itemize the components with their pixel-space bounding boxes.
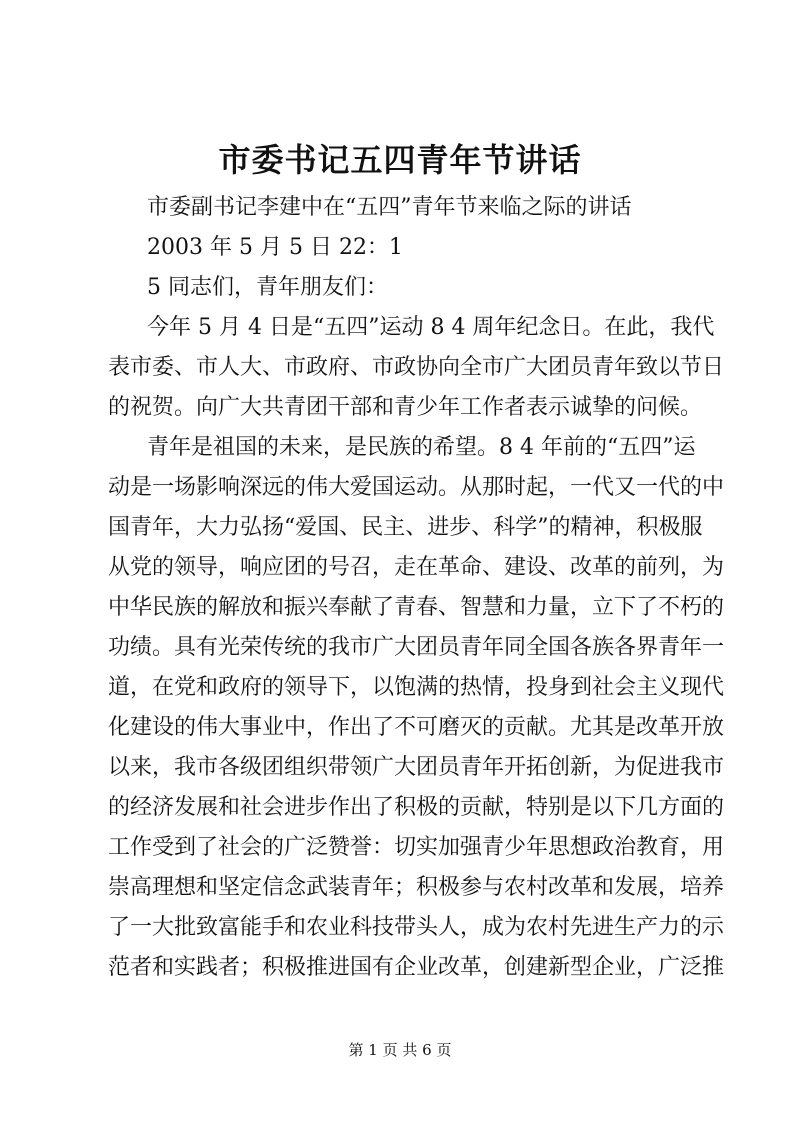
paragraph-2-line-1: 青年是祖国的未来，是民族的希望。8 4 年前的“五四”运 bbox=[147, 435, 696, 460]
date-line: 2003 年 5 月 5 日 22：1 bbox=[147, 235, 403, 260]
paragraph-2-line-3: 国青年，大力弘扬“爱国、民主、进步、科学”的精神，积极服 bbox=[108, 515, 703, 540]
subtitle-line: 市委副书记李建中在“五四”青年节来临之际的讲话 bbox=[147, 195, 632, 220]
paragraph-2-line-11: 工作受到了社会的广泛赞誉：切实加强青少年思想政治教育，用 bbox=[108, 835, 725, 860]
paragraph-2-line-9: 以来，我市各级团组织带领广大团员青年开拓创新，为促进我市 bbox=[108, 755, 725, 780]
page-footer: 第 1 页 共 6 页 bbox=[348, 1041, 452, 1059]
paragraph-2-line-13: 了一大批致富能手和农业科技带头人，成为农村先进生产力的示 bbox=[108, 915, 725, 940]
paragraph-2-line-8: 化建设的伟大事业中，作出了不可磨灭的贡献。尤其是改革开放 bbox=[108, 715, 725, 740]
paragraph-1-line-1: 今年 5 月 4 日是“五四”运动 8 4 周年纪念日。在此，我代 bbox=[147, 315, 715, 340]
document-title: 市委书记五四青年节讲话 bbox=[218, 141, 582, 179]
paragraph-2-line-7: 道，在党和政府的领导下，以饱满的热情，投身到社会主义现代 bbox=[108, 675, 725, 700]
paragraph-2-line-5: 中华民族的解放和振兴奉献了青春、智慧和力量，立下了不朽的 bbox=[108, 595, 725, 620]
paragraph-2-line-12: 崇高理想和坚定信念武装青年；积极参与农村改革和发展，培养 bbox=[108, 875, 725, 900]
paragraph-1-line-3: 的祝贺。向广大共青团干部和青少年工作者表示诚挚的问候。 bbox=[108, 395, 703, 420]
greeting-line: 5 同志们，青年朋友们： bbox=[147, 275, 388, 300]
paragraph-2-line-2: 动是一场影响深远的伟大爱国运动。从那时起，一代又一代的中 bbox=[108, 475, 725, 500]
paragraph-2-line-10: 的经济发展和社会进步作出了积极的贡献，特别是以下几方面的 bbox=[108, 795, 725, 820]
paragraph-2-line-14: 范者和实践者；积极推进国有企业改革，创建新型企业，广泛推 bbox=[108, 955, 725, 980]
paragraph-2-line-6: 功绩。具有光荣传统的我市广大团员青年同全国各族各界青年一 bbox=[108, 635, 725, 660]
paragraph-2-line-4: 从党的领导，响应团的号召，走在革命、建设、改革的前列，为 bbox=[108, 555, 725, 580]
paragraph-1-line-2: 表市委、市人大、市政府、市政协向全市广大团员青年致以节日 bbox=[108, 355, 725, 380]
